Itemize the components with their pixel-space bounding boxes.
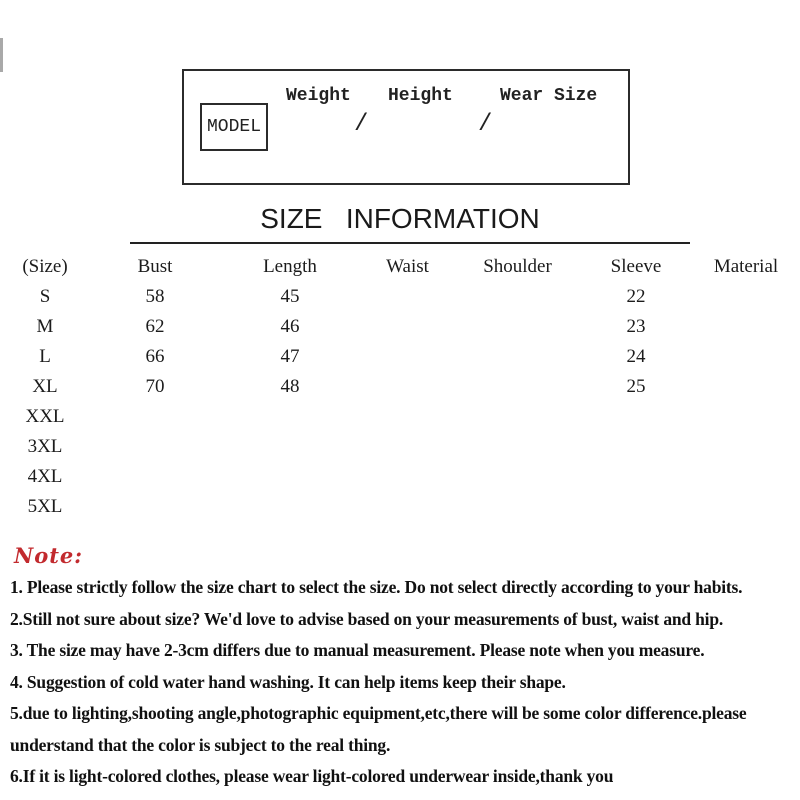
model-label: MODEL [206, 117, 261, 137]
table-cell: 70 [145, 376, 165, 397]
model-col-weight: Weight [286, 86, 351, 106]
table-cell [580, 402, 692, 432]
table-cell: 22 [626, 286, 646, 307]
note-item-6: 6.If it is light-colored clothes, please wear light-colored underwear inside,thank you [10, 766, 614, 786]
table-cell [692, 282, 800, 312]
col-header-shoulder: Shoulder [483, 256, 552, 277]
table-cell [220, 402, 360, 432]
table-cell [692, 432, 800, 462]
left-edge-artifact [0, 38, 3, 72]
table-cell: XL [32, 376, 58, 397]
table-cell [580, 432, 692, 462]
model-info-box [182, 69, 630, 185]
table-cell [455, 372, 580, 402]
table-cell: 4XL [27, 466, 63, 487]
table-cell: 66 [145, 346, 165, 367]
table-cell: 25 [626, 376, 646, 397]
table-cell: 23 [626, 316, 646, 337]
table-cell: 46 [280, 316, 300, 337]
table-cell [692, 492, 800, 522]
table-cell [360, 462, 455, 492]
model-col-wear-size: Wear Size [500, 86, 598, 106]
table-cell [90, 492, 220, 522]
table-cell: 48 [280, 376, 300, 397]
table-cell [580, 492, 692, 522]
col-header-size: (Size) [22, 256, 68, 277]
note-item-2: 2.Still not sure about size? We'd love to advise based on your measurements of bust, waist and hip. [10, 608, 724, 629]
table-cell: 45 [280, 286, 300, 307]
table-cell [360, 312, 455, 342]
table-cell [220, 432, 360, 462]
table-cell [360, 402, 455, 432]
table-cell: 47 [280, 346, 300, 367]
size-table [0, 252, 800, 522]
table-cell [360, 372, 455, 402]
table-cell: M [36, 316, 54, 337]
notes-list [10, 572, 796, 793]
note-item-1: 1. Please strictly follow the size chart to select the size. Do not select directly according to your habits. [10, 577, 743, 597]
table-cell [455, 492, 580, 522]
table-cell: XXL [25, 406, 65, 427]
model-height-value: / [478, 111, 493, 138]
col-header-length: Length [263, 256, 317, 277]
model-label-box [200, 103, 268, 151]
table-cell: 58 [145, 286, 165, 307]
table-cell [692, 372, 800, 402]
table-cell [220, 492, 360, 522]
table-cell [455, 312, 580, 342]
table-cell [90, 432, 220, 462]
table-cell [455, 342, 580, 372]
table-cell: 62 [145, 316, 165, 337]
col-header-waist: Waist [386, 256, 429, 277]
title-divider-line [130, 242, 690, 244]
table-cell [455, 282, 580, 312]
note-item-4: 4. Suggestion of cold water hand washing. It can help items keep their shape. [10, 671, 566, 692]
table-cell [692, 402, 800, 432]
table-cell [220, 462, 360, 492]
note-item-5: 5.due to lighting,shooting angle,photographic equipment,etc,there will be some color difference.please understand that the color is subject to the real thing. [10, 703, 747, 755]
table-cell [692, 342, 800, 372]
table-cell: 5XL [27, 496, 63, 517]
table-cell [360, 282, 455, 312]
table-cell [360, 342, 455, 372]
table-cell [692, 462, 800, 492]
table-cell: S [39, 286, 51, 307]
table-cell: 3XL [27, 436, 63, 457]
note-item-3: 3. The size may have 2-3cm differs due to manual measurement. Please note when you measure. [10, 640, 705, 660]
table-cell [455, 402, 580, 432]
table-cell [90, 402, 220, 432]
table-cell: L [39, 346, 51, 367]
size-information-title: SIZE INFORMATION [260, 203, 540, 234]
table-cell [360, 492, 455, 522]
col-header-sleeve: Sleeve [610, 256, 662, 277]
col-header-material: Material [713, 256, 779, 277]
table-cell [360, 432, 455, 462]
model-col-height: Height [388, 86, 453, 106]
table-cell: 24 [626, 346, 646, 367]
model-weight-value: / [354, 111, 369, 138]
col-header-bust: Bust [137, 256, 173, 277]
table-cell [90, 462, 220, 492]
table-cell [455, 432, 580, 462]
table-cell [580, 462, 692, 492]
table-cell [692, 312, 800, 342]
note-heading: Note: [14, 543, 84, 568]
table-cell [455, 462, 580, 492]
